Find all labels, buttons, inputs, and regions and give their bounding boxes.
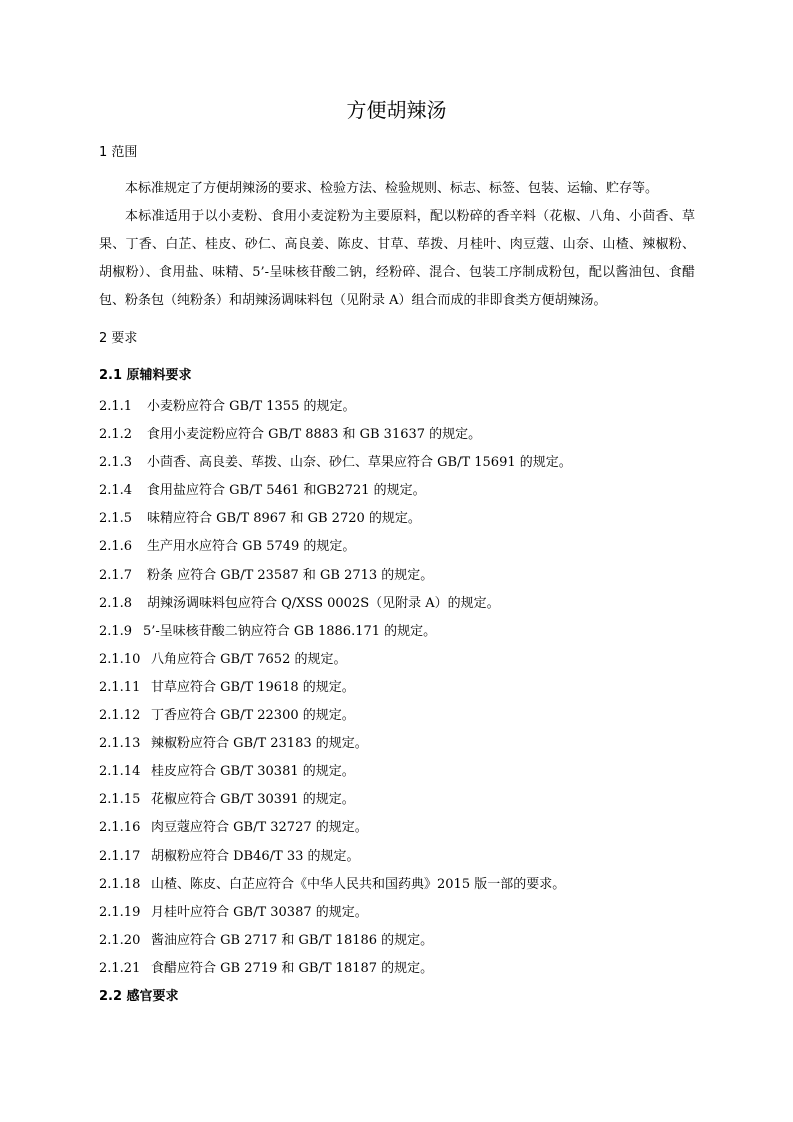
list-item: [99, 758, 572, 786]
item-number: 2.1.1: [99, 399, 133, 414]
item-number: 2.1.2: [99, 427, 133, 443]
item-text: 辣椒粉应符合 GB/T 23183 的规定。: [151, 736, 368, 752]
list-item: [99, 393, 572, 421]
item-number: 2.1.18: [99, 876, 141, 892]
list-item: [99, 674, 572, 702]
list-item: [99, 646, 572, 674]
list-item: [99, 505, 572, 533]
section-2-2-heading: 2.2 感官要求: [99, 989, 179, 1004]
list-item: [99, 590, 572, 618]
item-text: 胡椒粉应符合 DB46/T 33 的规定。: [151, 848, 360, 864]
list-item: [99, 730, 572, 758]
list-item: [99, 702, 572, 730]
item-text: 食醋应符合 GB 2719 和 GB/T 18187 的规定。: [151, 960, 434, 976]
list-item: [99, 477, 572, 505]
item-number: 2.1.19: [99, 904, 141, 920]
item-text: 生产用水应符合 GB 5749 的规定。: [147, 539, 356, 555]
list-item: [99, 927, 572, 955]
item-number: 2.1.21: [99, 960, 141, 976]
scope-paragraph-2: 本标准适用于以小麦粉、食用小麦淀粉为主要原料，配以粉碎的香辛料（花椒、八角、小茴香、草果、丁香、白芷、桂皮、砂仁、高良姜、陈皮、甘草、荜拨、月桂叶、肉豆蔻、山奈、山楂、辣椒粉、胡椒粉）、食用盐、味精、5’-呈味核苷酸二钠，经粉碎、混合、包装工序制成粉包，配以酱油包、食醋包、粉条包（纯粉条）和胡辣汤调味料包（见附录 A）组合而成的非即食类方便胡辣汤。: [99, 209, 695, 308]
list-item: [99, 955, 572, 983]
raw-material-requirements-list: [99, 393, 572, 983]
item-number: 2.1.4: [99, 483, 133, 499]
item-text: 肉豆蔻应符合 GB/T 32727 的规定。: [151, 820, 368, 836]
item-number: 2.1.20: [99, 932, 141, 948]
item-number: 2.1.6: [99, 539, 133, 555]
item-number: 2.1.8: [99, 595, 133, 611]
item-number: 2.1.11: [99, 679, 141, 695]
item-text: 小麦粉应符合 GB/T 1355 的规定。: [147, 399, 356, 414]
item-text: 胡辣汤调味料包应符合 Q/XSS 0002S（见附录 A）的规定。: [147, 595, 500, 611]
item-number: 2.1.5: [99, 511, 133, 527]
scope-paragraph-1: 本标准规定了方便胡辣汤的要求、检验方法、检验规则、标志、标签、包装、运输、贮存等。: [125, 181, 659, 196]
item-text: 桂皮应符合 GB/T 30381 的规定。: [151, 764, 355, 780]
item-text: 粉条 应符合 GB/T 23587 和 GB 2713 的规定。: [147, 567, 434, 583]
item-number: 2.1.14: [99, 764, 141, 780]
item-number: 2.1.16: [99, 820, 141, 836]
item-text: 食用盐应符合 GB/T 5461 和GB2721 的规定。: [147, 483, 426, 499]
list-item: [99, 421, 572, 449]
list-item: [99, 562, 572, 590]
item-number: 2.1.15: [99, 792, 141, 808]
item-number: 2.1.10: [99, 651, 141, 667]
item-text: 丁香应符合 GB/T 22300 的规定。: [151, 708, 355, 724]
list-item: [99, 786, 572, 814]
item-number: 2.1.12: [99, 708, 141, 724]
list-item: [99, 618, 572, 646]
document-title: 方便胡辣汤: [346, 98, 447, 122]
item-text: 酱油应符合 GB 2717 和 GB/T 18186 的规定。: [151, 932, 434, 948]
item-text: 八角应符合 GB/T 7652 的规定。: [151, 651, 347, 667]
section-2-1-heading: 2.1 原辅料要求: [99, 368, 192, 383]
item-number: 2.1.3: [99, 455, 133, 471]
list-item: [99, 533, 572, 561]
section-1-heading: 1 范围: [99, 145, 138, 160]
item-text: 月桂叶应符合 GB/T 30387 的规定。: [151, 904, 368, 920]
list-item: [99, 871, 572, 899]
list-item: [99, 843, 572, 871]
item-text: 花椒应符合 GB/T 30391 的规定。: [151, 792, 355, 808]
item-number: 2.1.13: [99, 736, 141, 752]
item-text: 甘草应符合 GB/T 19618 的规定。: [151, 679, 355, 695]
item-text: 山楂、陈皮、白芷应符合《中华人民共和国药典》2015 版一部的要求。: [151, 876, 566, 892]
list-item: [99, 899, 572, 927]
item-text: 小茴香、高良姜、荜拨、山奈、砂仁、草果应符合 GB/T 15691 的规定。: [147, 455, 572, 471]
list-item: [99, 449, 572, 477]
list-item: [99, 814, 572, 842]
item-text: 食用小麦淀粉应符合 GB/T 8883 和 GB 31637 的规定。: [147, 427, 482, 443]
item-number: 2.1.9: [99, 623, 133, 639]
item-number: 2.1.17: [99, 848, 141, 864]
item-text: 5’-呈味核苷酸二钠应符合 GB 1886.171 的规定。: [143, 623, 437, 639]
item-text: 味精应符合 GB/T 8967 和 GB 2720 的规定。: [147, 511, 421, 527]
item-number: 2.1.7: [99, 567, 133, 583]
section-2-heading: 2 要求: [99, 331, 138, 346]
